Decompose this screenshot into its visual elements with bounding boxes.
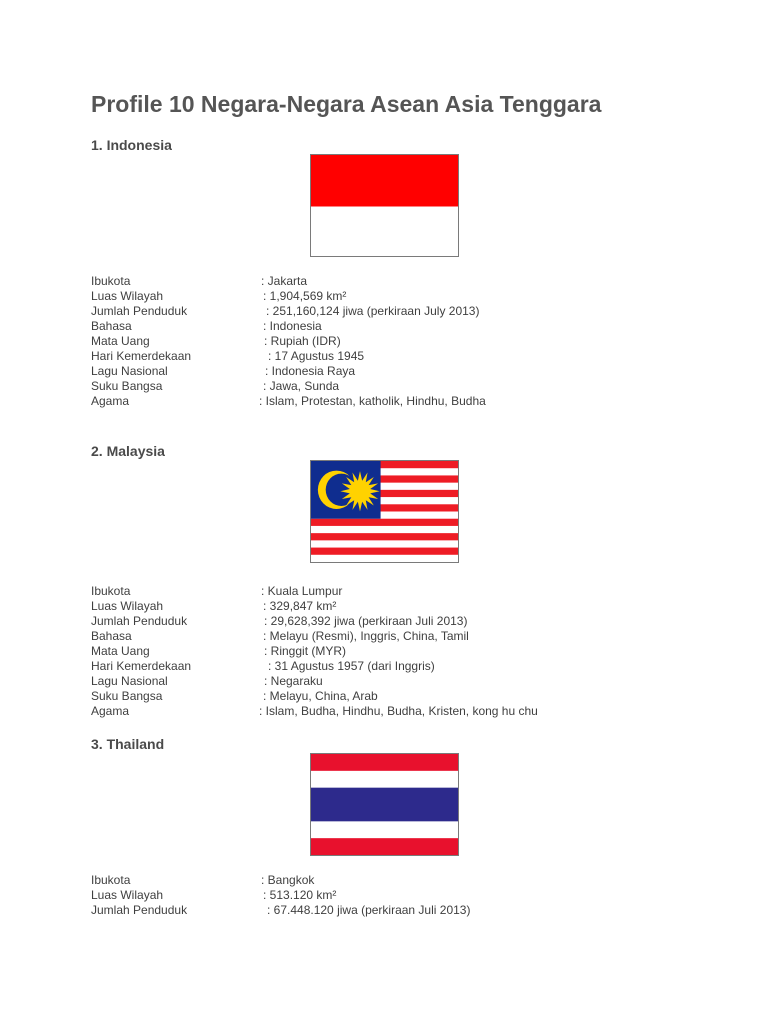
info-row — [91, 289, 651, 304]
info-row — [91, 379, 651, 394]
info-value: : Islam, Protestan, katholik, Hindhu, Budha — [259, 394, 486, 409]
info-value: : Jakarta — [261, 274, 307, 289]
info-value: : 67.448.120 jiwa (perkiraan Juli 2013) — [267, 903, 470, 918]
info-row — [91, 888, 651, 903]
info-label: Bahasa — [91, 629, 132, 643]
info-label: Luas Wilayah — [91, 888, 164, 902]
info-label: Hari Kemerdekaan — [91, 349, 192, 363]
info-value: : Ringgit (MYR) — [264, 644, 346, 659]
info-value: : Rupiah (IDR) — [264, 334, 341, 349]
info-label: Jumlah Penduduk — [91, 903, 188, 917]
info-row — [91, 614, 651, 629]
info-value: : Jawa, Sunda — [263, 379, 339, 394]
info-value: : Indonesia Raya — [265, 364, 355, 379]
info-value: : 251,160,124 jiwa (perkiraan July 2013) — [266, 304, 479, 319]
info-label: Ibukota — [91, 873, 131, 887]
info-label: Suku Bangsa — [91, 379, 163, 393]
info-row — [91, 304, 651, 319]
info-label: Ibukota — [91, 584, 131, 598]
section-heading-malaysia: 2. Malaysia — [91, 443, 165, 459]
info-value: : 29,628,392 jiwa (perkiraan Juli 2013) — [264, 614, 467, 629]
info-value: : Islam, Budha, Hindhu, Budha, Kristen, kong hu chu — [259, 704, 538, 719]
malaysia-flag-icon — [310, 460, 459, 563]
malaysia-info-table — [91, 584, 651, 719]
info-label: Lagu Nasional — [91, 364, 168, 378]
info-label: Ibukota — [91, 274, 131, 288]
info-label: Agama — [91, 704, 130, 718]
info-label: Luas Wilayah — [91, 599, 164, 613]
info-label: Agama — [91, 394, 130, 408]
indonesia-flag-icon — [310, 154, 459, 257]
info-row — [91, 644, 651, 659]
info-value: : Melayu, China, Arab — [263, 689, 378, 704]
thailand-info-table — [91, 873, 651, 918]
info-row — [91, 873, 651, 888]
info-label: Bahasa — [91, 319, 132, 333]
info-row — [91, 349, 651, 364]
info-value: : 329,847 km² — [263, 599, 336, 614]
info-label: Suku Bangsa — [91, 689, 163, 703]
info-label: Jumlah Penduduk — [91, 614, 188, 628]
info-row — [91, 599, 651, 614]
info-value: : Indonesia — [263, 319, 322, 334]
info-row — [91, 903, 651, 918]
info-label: Luas Wilayah — [91, 289, 164, 303]
indonesia-info-table — [91, 274, 651, 409]
info-value: : Negaraku — [264, 674, 323, 689]
info-value: : Bangkok — [261, 873, 314, 888]
info-row — [91, 364, 651, 379]
info-row — [91, 674, 651, 689]
info-label: Mata Uang — [91, 334, 150, 348]
page-title: Profile 10 Negara-Negara Asean Asia Tenggara — [91, 91, 602, 117]
info-row — [91, 274, 651, 289]
info-value: : Melayu (Resmi), Inggris, China, Tamil — [263, 629, 469, 644]
info-row — [91, 584, 651, 599]
info-row — [91, 319, 651, 334]
info-value: : 1,904,569 km² — [263, 289, 346, 304]
section-heading-thailand: 3. Thailand — [91, 736, 165, 752]
info-value: : 513.120 km² — [263, 888, 336, 903]
info-label: Hari Kemerdekaan — [91, 659, 192, 673]
info-row — [91, 334, 651, 349]
thailand-flag-icon — [310, 753, 459, 856]
section-heading-indonesia: 1. Indonesia — [91, 137, 172, 153]
info-value: : 17 Agustus 1945 — [268, 349, 364, 364]
info-value: : 31 Agustus 1957 (dari Inggris) — [268, 659, 435, 674]
info-row — [91, 659, 651, 674]
info-row — [91, 394, 651, 409]
info-row — [91, 704, 651, 719]
info-label: Lagu Nasional — [91, 674, 168, 688]
info-value: : Kuala Lumpur — [261, 584, 342, 599]
info-row — [91, 689, 651, 704]
info-label: Mata Uang — [91, 644, 150, 658]
info-row — [91, 629, 651, 644]
info-label: Jumlah Penduduk — [91, 304, 188, 318]
